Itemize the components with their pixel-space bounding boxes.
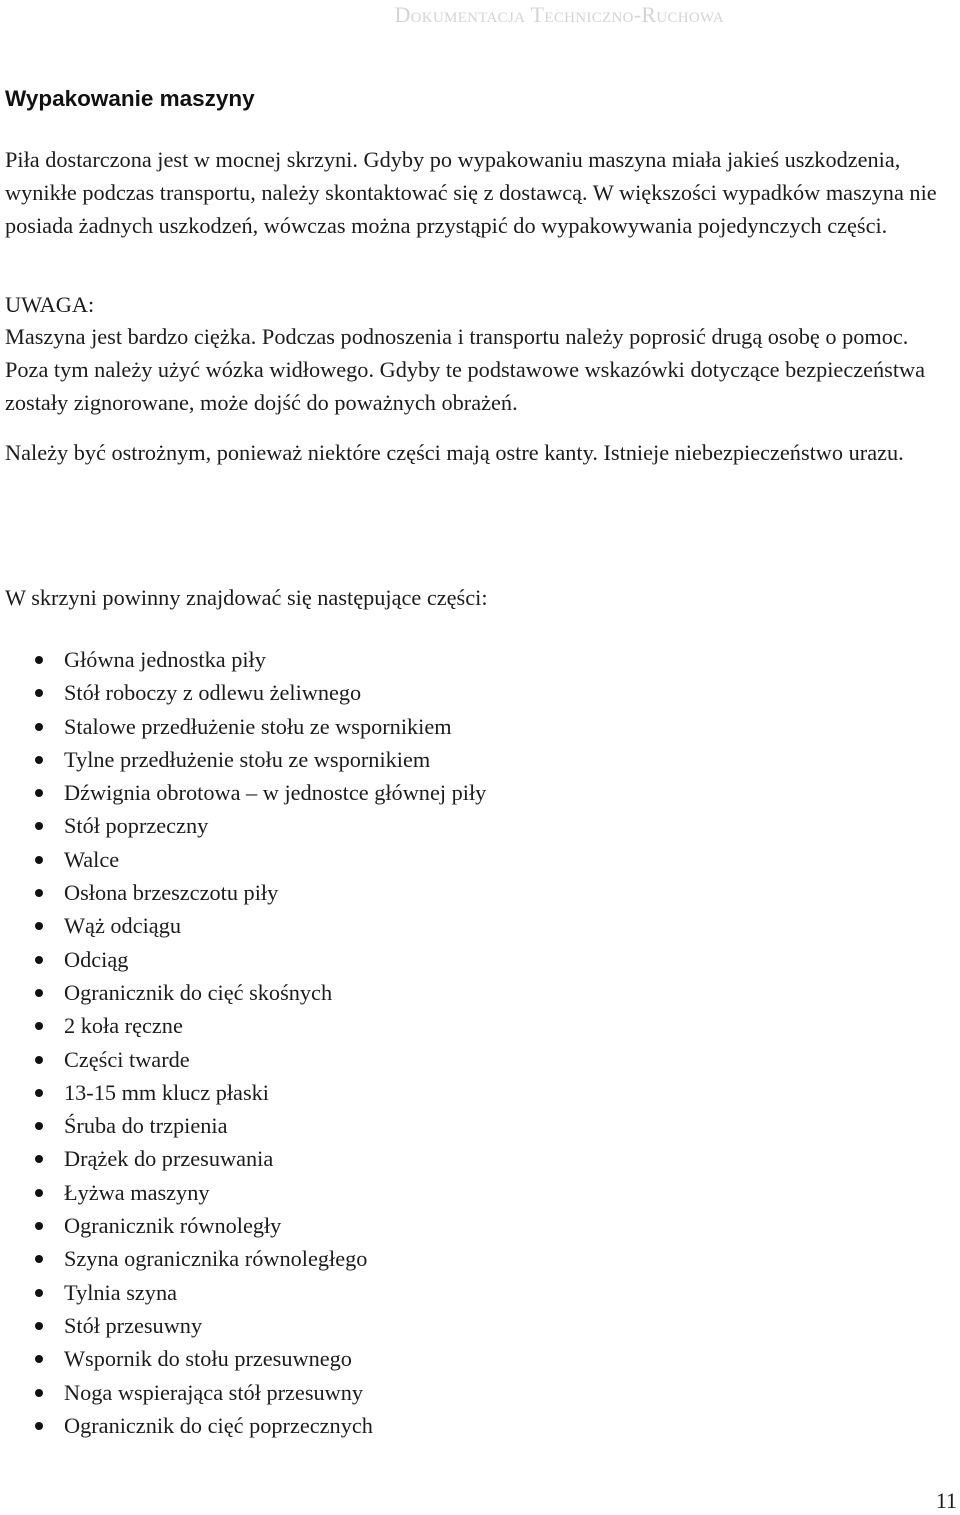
bullet-icon — [35, 689, 43, 697]
list-item-text: Stół poprzeczny — [64, 813, 209, 839]
list-item — [0, 743, 486, 776]
parts-list-intro: W skrzyni powinny znajdować się następujące części: — [5, 585, 488, 610]
list-item — [0, 1209, 486, 1242]
list-item — [0, 1342, 486, 1375]
bullet-icon — [35, 989, 43, 997]
list-item-text: Stół roboczy z odlewu żeliwnego — [64, 680, 362, 706]
list-item — [0, 976, 486, 1009]
list-item-text: Drążek do przesuwania — [64, 1146, 274, 1172]
warning-paragraph: Maszyna jest bardzo ciężka. Podczas podnoszenia i transportu należy poprosić drugą osobę o pomoc. Poza tym należy użyć wózka widłowego. Gdyby te podstawowe wskazówki dotyczące bezpieczeństwa zostały zignorowane, może dojść do poważnych obrażeń. — [5, 324, 926, 416]
list-item-text: 13-15 mm klucz płaski — [64, 1079, 269, 1105]
list-item — [0, 809, 486, 842]
bullet-icon — [35, 656, 43, 664]
list-item — [0, 643, 486, 676]
bullet-icon — [35, 1089, 43, 1097]
list-item-text: Główna jednostka piły — [64, 647, 266, 672]
list-item-text: Szyna ogranicznika równoległego — [64, 1246, 368, 1272]
bullet-icon — [35, 723, 43, 731]
list-item — [0, 1276, 486, 1309]
list-item — [0, 843, 486, 876]
list-item — [0, 909, 486, 942]
bullet-icon — [35, 922, 43, 930]
bullet-icon — [35, 1389, 43, 1397]
list-item-text: Tylnia szyna — [64, 1279, 177, 1305]
list-item — [0, 1142, 486, 1175]
list-item-text: Walce — [64, 846, 120, 872]
list-item-text: Odciąg — [64, 946, 129, 972]
list-item-text: Stół przesuwny — [64, 1312, 203, 1338]
bullet-icon — [35, 822, 43, 830]
bullet-icon — [35, 1056, 43, 1064]
bullet-icon — [35, 1322, 43, 1330]
list-item-text: 2 koła ręczne — [64, 1013, 183, 1039]
list-item — [0, 776, 486, 809]
list-item-text: Noga wspierająca stół przesuwny — [64, 1379, 364, 1405]
list-item — [0, 710, 486, 743]
list-item — [0, 1109, 486, 1142]
intro-paragraph: Piła dostarczona jest w mocnej skrzyni. Gdyby po wypakowaniu maszyna miała jakieś uszkodzenia, wynikłe podczas transportu, należy skontaktować się z dostawcą. W większości wypadków maszyna nie posiada żadnych uszkodzeń, wówczas można przystąpić do wypakowywania pojedynczych części. — [5, 147, 937, 239]
section-title: Wypakowanie maszyny — [5, 86, 255, 111]
list-item-text: Ogranicznik równoległy — [64, 1213, 282, 1239]
bullet-icon — [35, 956, 43, 964]
list-item — [0, 943, 486, 976]
bullet-icon — [35, 889, 43, 897]
bullet-icon — [35, 1255, 43, 1263]
list-item-text: Wspornik do stołu przesuwnego — [64, 1346, 352, 1372]
parts-list — [0, 643, 486, 1442]
list-item — [0, 1309, 486, 1342]
list-item-text: Wąż odciągu — [64, 913, 181, 939]
list-item-text: Części twarde — [64, 1046, 190, 1072]
bullet-icon — [35, 1422, 43, 1430]
list-item-text: Ogranicznik do cięć skośnych — [64, 979, 333, 1005]
bullet-icon — [35, 1155, 43, 1163]
list-item-text: Stalowe przedłużenie stołu ze wspornikiem — [64, 713, 452, 739]
bullet-icon — [35, 1122, 43, 1130]
bullet-icon — [35, 1222, 43, 1230]
list-item — [0, 1009, 486, 1042]
list-item-text: Śruba do trzpienia — [64, 1113, 228, 1139]
list-item-text: Osłona brzeszczotu piły — [64, 880, 279, 906]
bullet-icon — [35, 1355, 43, 1363]
bullet-icon — [35, 856, 43, 864]
caution-paragraph: Należy być ostrożnym, ponieważ niektóre części mają ostre kanty. Istnieje niebezpieczeństwo urazu. — [5, 440, 904, 465]
bullet-icon — [35, 789, 43, 797]
bullet-icon — [35, 1189, 43, 1197]
list-item — [0, 1242, 486, 1275]
page-number: 11 — [935, 1488, 957, 1513]
list-item — [0, 876, 486, 909]
bullet-icon — [35, 1022, 43, 1030]
list-item-text: Ogranicznik do cięć poprzecznych — [64, 1412, 373, 1438]
bullet-icon — [35, 1289, 43, 1297]
list-item — [0, 676, 486, 709]
list-item-text: Łyżwa maszyny — [64, 1179, 210, 1205]
list-item-text: Tylne przedłużenie stołu ze wspornikiem — [64, 746, 431, 772]
warning-label: UWAGA: — [5, 292, 95, 317]
list-item — [0, 1176, 486, 1209]
bullet-icon — [35, 756, 43, 764]
list-item — [0, 1409, 486, 1442]
list-item — [0, 1043, 486, 1076]
running-header: Dokumentacja Techniczno-Ruchowa — [394, 2, 724, 27]
list-item — [0, 1076, 486, 1109]
list-item — [0, 1376, 486, 1409]
list-item-text: Dźwignia obrotowa – w jednostce głównej piły — [64, 780, 487, 806]
